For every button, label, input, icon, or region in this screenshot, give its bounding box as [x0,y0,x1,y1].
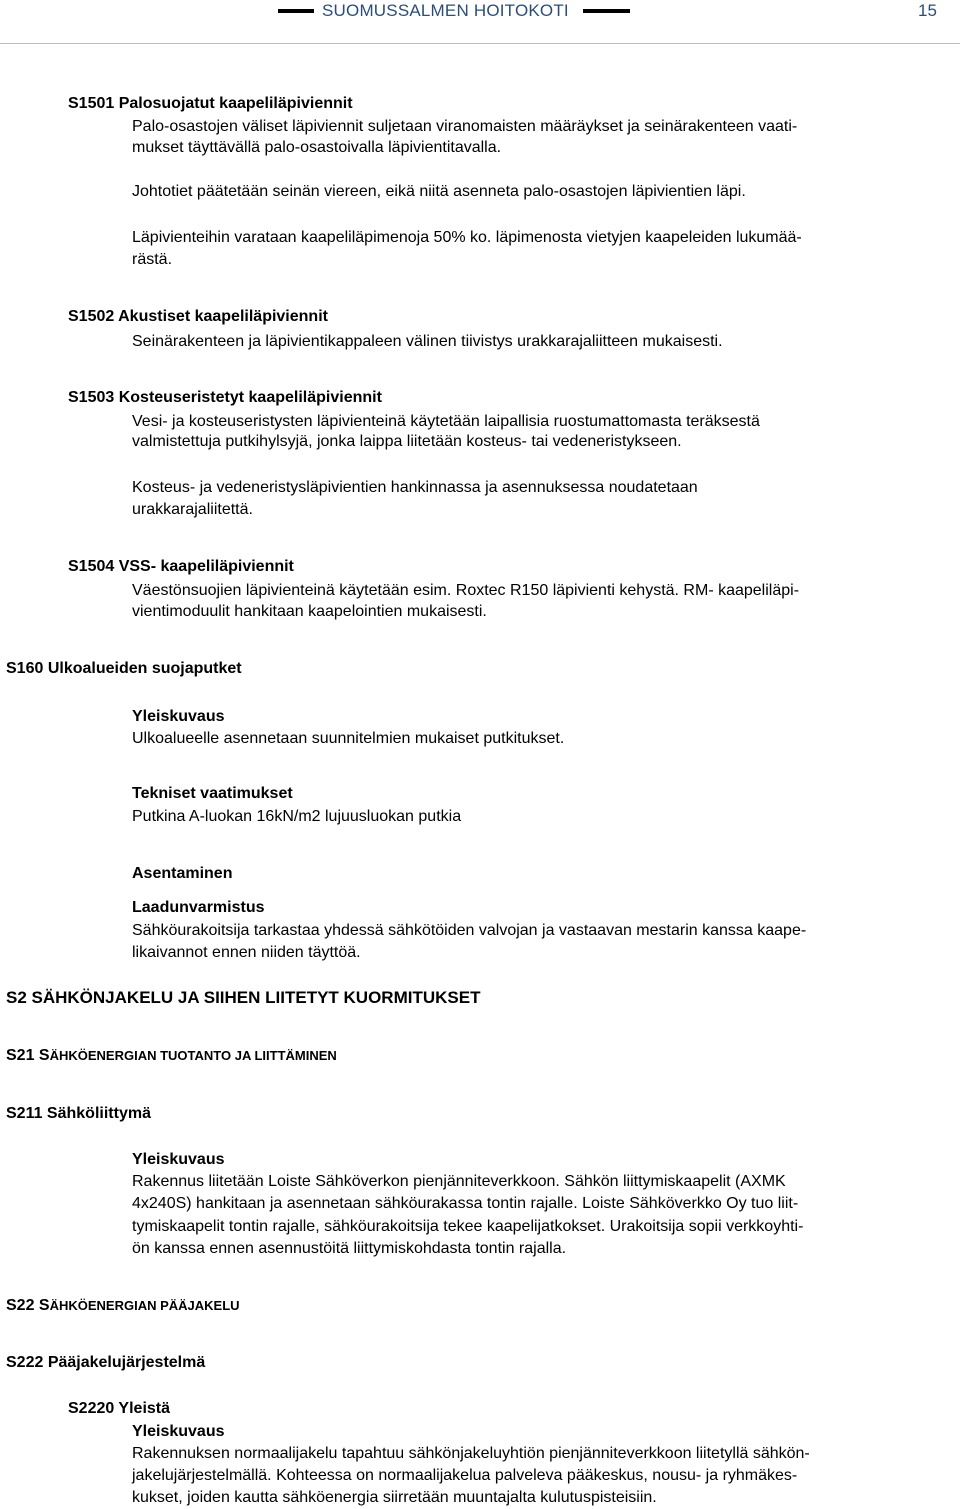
section-heading-s21 [6,1045,337,1066]
header-line-left [278,9,314,13]
heading-small-caps: ÄHKÖENERGIAN PÄÄJAKELU [49,1298,240,1313]
paragraph-line: jakelujärjestelmällä. Kohteessa on normaalijakelua palveleva pääkeskus, nousu- ja ryhmäkes- [132,1467,798,1484]
paragraph-line: kukset, joiden kautta sähköenergia siirretään muuntajalta kulutuspisteisiin. [132,1489,657,1506]
paragraph-line: Väestönsuojien läpivienteinä käytetään esim. Roxtec R150 läpivienti kehystä. RM- kaapeliläpi- [132,582,800,599]
paragraph-line: Kosteus- ja vedeneristysläpivientien hankinnassa ja asennuksessa noudatetaan [132,479,698,496]
paragraph-line: Rakennuksen normaalijakelu tapahtuu sähkönjakeluyhtiön pienjänniteverkkoon liitetyllä sähkön- [132,1445,810,1462]
paragraph-line: rästä. [132,251,173,268]
paragraph-line: Ulkoalueelle asennetaan suunnitelmien mukaiset putkitukset. [132,730,565,747]
section-heading-s1501: S1501 Palosuojatut kaapeliläpiviennit [68,95,353,112]
heading-lead: S22 S [6,1297,50,1314]
subheading-tekniset-vaatimukset: Tekniset vaatimukset [132,785,293,802]
paragraph-line: Vesi- ja kosteuseristysten läpivienteinä käytetään laipallisia ruostumattomasta teräksestä [132,413,760,430]
section-heading-s1503: S1503 Kosteuseristetyt kaapeliläpiviennit [68,389,382,406]
header-line-right [583,9,630,13]
subheading-yleiskuvaus: Yleiskuvaus [132,1423,225,1440]
page-header [0,0,960,46]
header-title: SUOMUSSALMEN HOITOKOTI [322,1,569,20]
page-number: 15 [918,1,937,20]
paragraph-line: likaivannot ennen niiden täyttöä. [132,944,361,961]
subheading-yleiskuvaus: Yleiskuvaus [132,708,225,725]
paragraph-line: 4x240S) hankitaan ja asennetaan sähköurakassa tontin rajalle. Loiste Sähköverkko Oy tuo liit- [132,1195,799,1212]
section-heading-s211: S211 Sähköliittymä [6,1105,151,1122]
section-heading-s222: S222 Pääjakelujärjestelmä [6,1354,206,1371]
paragraph-line: Seinärakenteen ja läpivientikappaleen välinen tiivistys urakkarajaliitteen mukaisesti. [132,333,723,350]
section-heading-s1502: S1502 Akustiset kaapeliläpiviennit [68,308,328,325]
subheading-yleiskuvaus: Yleiskuvaus [132,1151,225,1168]
paragraph-line: ön kanssa ennen asennustöitä liittymiskohdasta tontin rajalla. [132,1240,567,1257]
paragraph-line: Palo-osastojen väliset läpiviennit suljetaan viranomaisten määräykset ja seinärakenteen vaati- [132,118,798,135]
paragraph-line: Putkina A-luokan 16kN/m2 lujuusluokan putkia [132,808,462,825]
paragraph-line: Sähköurakoitsija tarkastaa yhdessä sähkötöiden valvojan ja vastaavan mestarin kanssa kaape- [132,922,807,939]
paragraph-line: Läpivienteihin varataan kaapeliläpimenoja 50% ko. läpimenosta vietyjen kaapeleiden lukumää- [132,229,802,246]
paragraph-line: mukset täyttävällä palo-osastoivalla läpivientitavalla. [132,139,502,156]
chapter-heading-s2: S2 SÄHKÖNJAKELU JA SIIHEN LIITETYT KUORMITUKSET [6,988,481,1007]
heading-small-caps: ÄHKÖENERGIAN TUOTANTO JA LIITTÄMINEN [49,1048,337,1063]
paragraph-line: tymiskaapelit tontin rajalle, sähköurakoitsija tekee kaapelijatkokset. Urakoitsija sopii verkkoyhti- [132,1218,804,1235]
section-heading-s1504: S1504 VSS- kaapeliläpiviennit [68,558,294,575]
subheading-asentaminen: Asentaminen [132,865,233,882]
paragraph-line: Rakennus liitetään Loiste Sähköverkon pienjänniteverkkoon. Sähkön liittymiskaapelit (AXMK [132,1173,786,1190]
section-heading-s2220: S2220 Yleistä [68,1400,171,1417]
heading-lead: S21 S [6,1047,50,1064]
paragraph-line: Johtotiet päätetään seinän viereen, eikä niitä asenneta palo-osastojen läpivientien läpi. [132,183,746,200]
subheading-laadunvarmistus: Laadunvarmistus [132,899,265,916]
paragraph-line: urakkarajaliitettä. [132,501,253,518]
section-heading-s160: S160 Ulkoalueiden suojaputket [6,660,242,677]
paragraph-line: valmistettuja putkihylsyjä, jonka laippa liitetään kosteus- tai vedeneristykseen. [132,433,682,450]
paragraph-line: vientimoduulit hankitaan kaapelointien mukaisesti. [132,603,487,620]
header-rule [0,43,960,44]
section-heading-s22 [6,1295,240,1316]
